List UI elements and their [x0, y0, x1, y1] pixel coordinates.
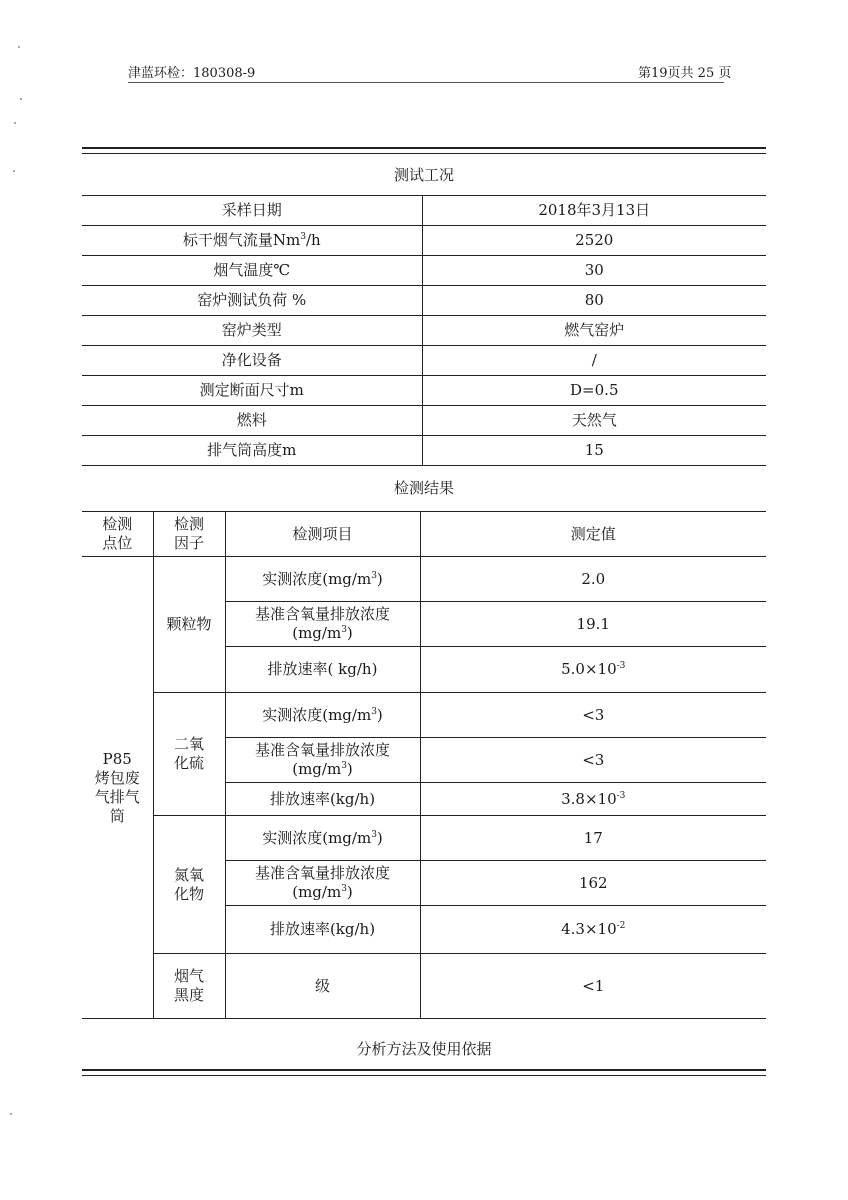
item-label: 排放速率(kg/h) — [225, 783, 420, 816]
factor-nox: 氮氧 化物 — [153, 816, 225, 954]
factor-so2: 二氧 化硫 — [153, 693, 225, 816]
factor-smoke-blackness: 烟气 黑度 — [153, 954, 225, 1019]
item-label: 基准含氧量排放浓度 $(mg/m^3)$ — [225, 861, 420, 906]
condition-value: 15 — [422, 436, 766, 466]
condition-value: D=0.5 — [422, 376, 766, 406]
result-row — [82, 557, 766, 602]
item-value: <1 — [420, 954, 766, 1019]
condition-row — [82, 406, 766, 436]
results-header-row — [82, 512, 766, 557]
section-title-methods: 分析方法及使用依据 — [356, 1040, 492, 1058]
result-row — [82, 693, 766, 738]
item-value: $4.3\times 10^{-2}$ — [420, 906, 766, 954]
condition-label: 燃料 — [82, 406, 422, 436]
condition-label: 烟气温度℃ — [82, 256, 422, 286]
condition-label: 窑炉测试负荷 % — [82, 286, 422, 316]
item-value: <3 — [420, 738, 766, 783]
item-label: 排放速率(kg/h) — [225, 906, 420, 954]
condition-value: 80 — [422, 286, 766, 316]
item-label: 实测浓度$(mg/m^3)$ — [225, 816, 420, 861]
item-value: 17 — [420, 816, 766, 861]
condition-row — [82, 376, 766, 406]
item-value: 19.1 — [420, 602, 766, 647]
result-row — [82, 954, 766, 1019]
scan-speck — [20, 98, 22, 100]
scan-speck — [10, 1113, 12, 1115]
condition-row — [82, 196, 766, 226]
bottom-double-rule — [82, 1069, 766, 1076]
scan-speck — [13, 170, 15, 172]
section-title-results: 检测结果 — [82, 466, 766, 512]
sampling-point: P85 烤包废 气排气 筒 — [82, 557, 153, 1019]
header-rule — [128, 82, 724, 83]
condition-value: 2520 — [422, 226, 766, 256]
condition-label: 采样日期 — [82, 196, 422, 226]
scan-speck — [18, 46, 20, 48]
item-value: $3.8\times 10^{-3}$ — [420, 783, 766, 816]
condition-value: 燃气窑炉 — [422, 316, 766, 346]
condition-label: 测定断面尺寸m — [82, 376, 422, 406]
condition-row — [82, 346, 766, 376]
condition-label: 标干烟气流量Nm$^3$/h — [82, 226, 422, 256]
item-value: <3 — [420, 693, 766, 738]
condition-label: 净化设备 — [82, 346, 422, 376]
condition-label: 窑炉类型 — [82, 316, 422, 346]
condition-label: 排气筒高度m — [82, 436, 422, 466]
item-label: 实测浓度$(mg/m^3)$ — [225, 557, 420, 602]
condition-row — [82, 316, 766, 346]
condition-row — [82, 286, 766, 316]
item-value: 2.0 — [420, 557, 766, 602]
header-item: 检测项目 — [225, 512, 420, 557]
page-number: 第19页共 25 页 — [638, 66, 732, 81]
factor-particulate: 颗粒物 — [153, 557, 225, 693]
item-value: $5.0\times 10^{-3}$ — [420, 647, 766, 693]
condition-value: / — [422, 346, 766, 376]
item-label: 级 — [225, 954, 420, 1019]
condition-value: 30 — [422, 256, 766, 286]
condition-value: 2018年3月13日 — [422, 196, 766, 226]
condition-row — [82, 226, 766, 256]
item-value: 162 — [420, 861, 766, 906]
report-number: 津蓝环检：180308-9 — [128, 66, 256, 81]
condition-row — [82, 436, 766, 466]
header-point: 检测 点位 — [82, 512, 153, 557]
test-conditions-table — [82, 156, 766, 466]
item-label: 基准含氧量排放浓度 $(mg/m^3)$ — [225, 602, 420, 647]
item-label: 实测浓度$(mg/m^3)$ — [225, 693, 420, 738]
scan-speck — [14, 122, 16, 124]
results-table — [82, 466, 766, 1019]
top-double-rule — [82, 147, 766, 154]
item-label: 基准含氧量排放浓度 $(mg/m^3)$ — [225, 738, 420, 783]
condition-row — [82, 256, 766, 286]
condition-value: 天然气 — [422, 406, 766, 436]
section-title-test-conditions: 测试工况 — [82, 156, 766, 196]
result-row — [82, 816, 766, 861]
header-value: 测定值 — [420, 512, 766, 557]
header-factor: 检测 因子 — [153, 512, 225, 557]
item-label: 排放速率( kg/h) — [225, 647, 420, 693]
